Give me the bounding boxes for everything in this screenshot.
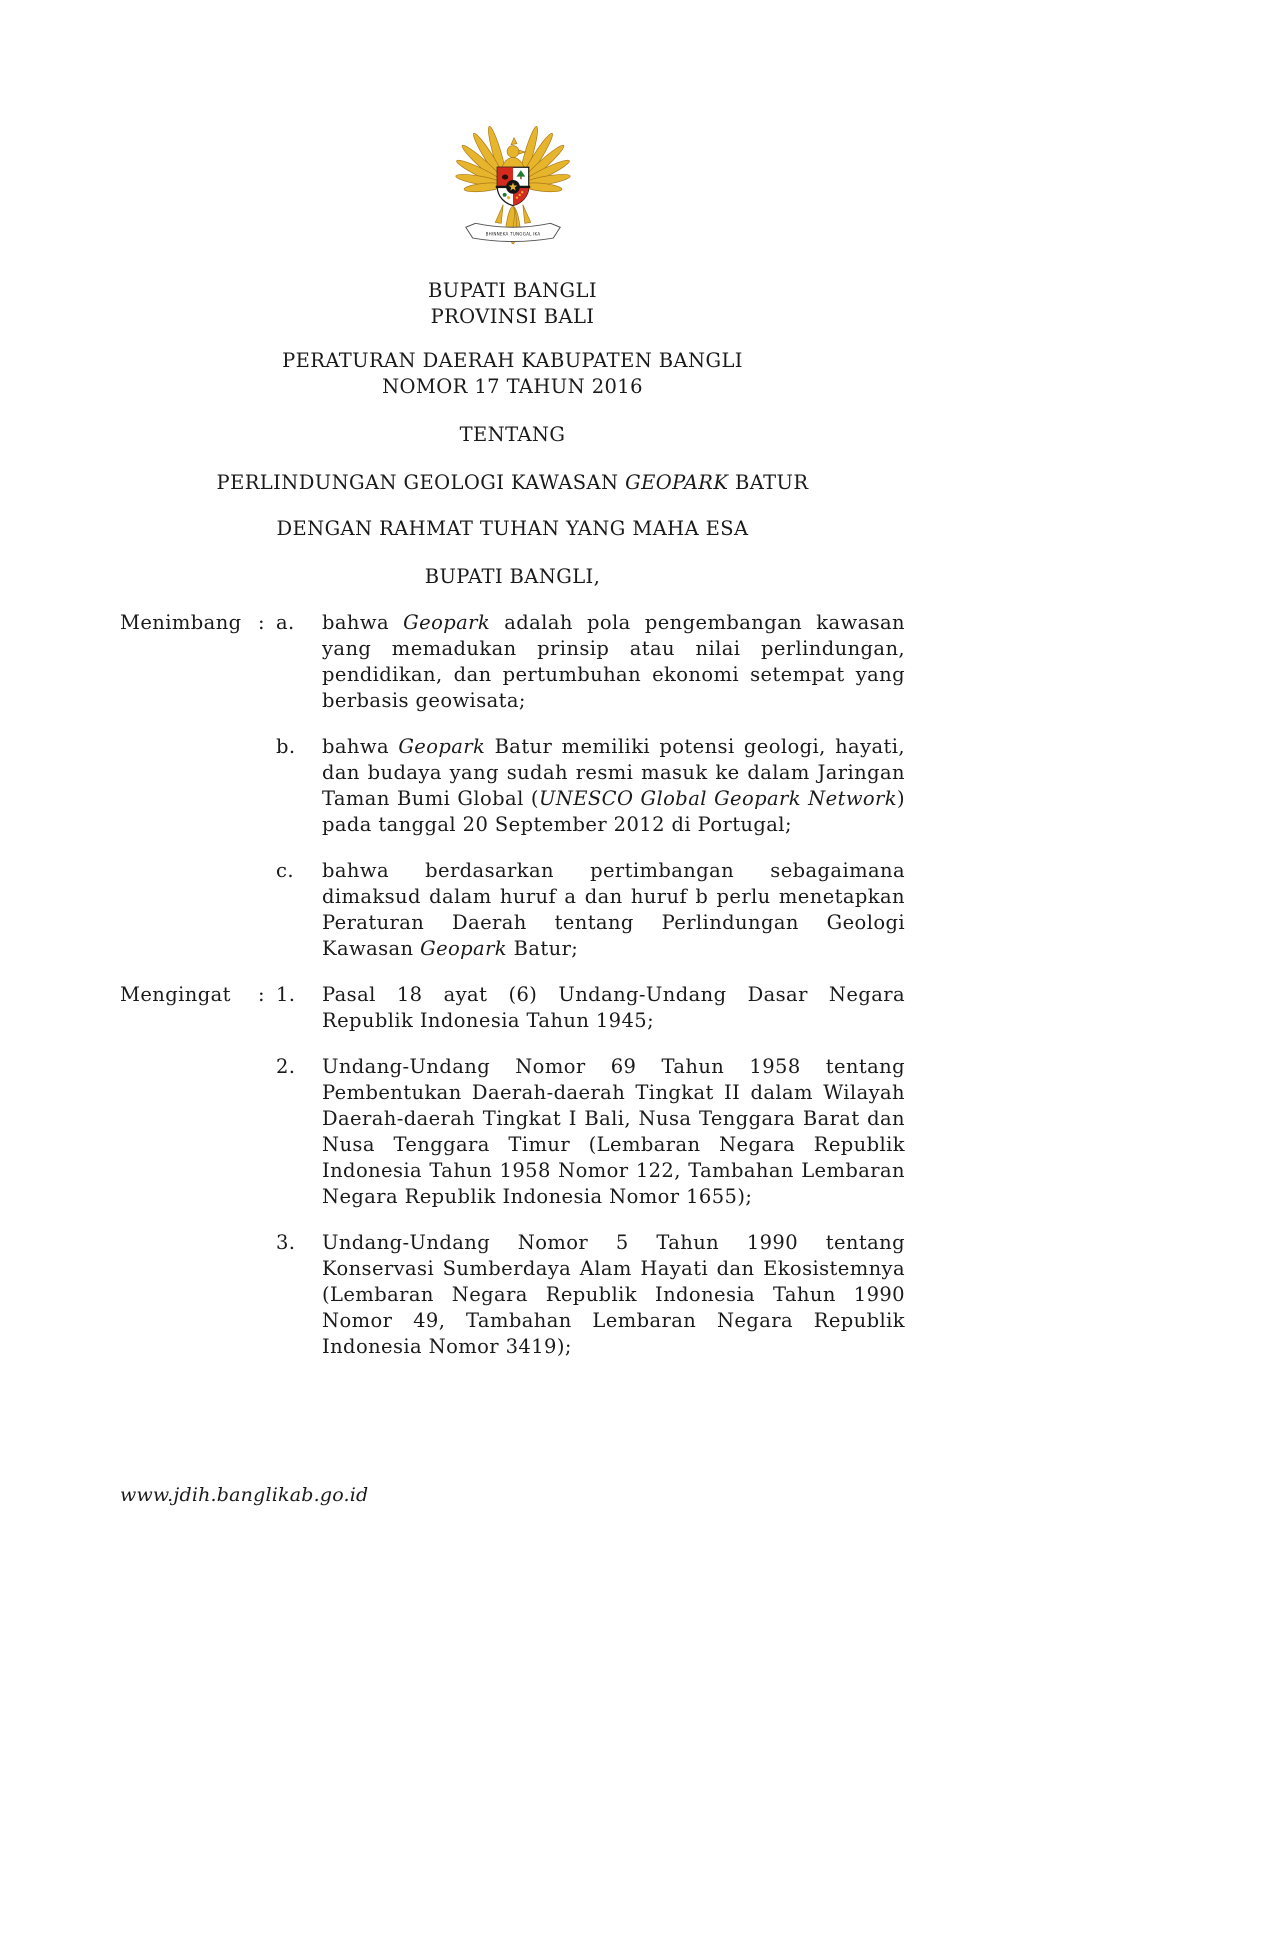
head [507,146,519,158]
menimbang-section [120,610,905,962]
italic-text-segment: Geopark [398,735,486,758]
issuer-line: BUPATI BANGLI, [424,565,601,588]
italic-text-segment: Geopark [420,937,508,960]
italic-text-segment: UNESCO Global Geopark Network [538,787,897,810]
clause-marker: b. [276,735,296,758]
regulation-subject [120,470,905,496]
regulation-number: NOMOR 17 TAHUN 2016 [382,375,643,398]
clause-marker: c. [276,859,294,882]
garuda-pancasila-icon [454,112,572,252]
text-segment: bahwa berdasarkan pertimbangan sebagaimana dimaksud dalam huruf a dan huruf b perlu menetapkan Peraturan Daerah tentang Perlindungan Geologi Kawasan [322,859,905,960]
clause-text [322,982,905,1034]
clause-marker: 2. [276,1055,296,1078]
regulation-title: PERATURAN DAERAH KABUPATEN BANGLI [282,349,743,372]
clause-marker: a. [276,611,295,634]
text-segment: BATUR [728,471,809,494]
text-segment: bahwa [322,735,399,758]
clause-marker: 3. [276,1231,296,1254]
menimbang-colon: : [258,611,265,634]
text-segment: Undang-Undang Nomor 69 Tahun 1958 tentang Pembentukan Daerah-daerah Tingkat II dalam Wilayah Daerah-daerah Tingkat I Bali, Nusa Tenggara Barat dan Nusa Tenggara Timur (Lembaran Negara Republik Indonesia Tahun 1958 Nomor 122, Tambahan Lembaran Negara Republik Indonesia Nomor 1655); [322,1055,905,1208]
left-leg [495,205,503,224]
text-segment: Batur; [507,937,579,960]
clause-text [322,858,905,962]
text-segment: ) pada tanggal 20 September 2012 di Portugal; [322,787,905,836]
mengingat-label: Mengingat [120,983,231,1006]
clause-text [322,610,905,714]
authority-title: BUPATI BANGLI [428,279,597,302]
garuda-pancasila-emblem [454,112,572,252]
clause-text [322,1054,905,1210]
italic-text-segment: Geopark [403,611,491,634]
clause-text [322,734,905,838]
crest [511,138,517,145]
clause-marker: 1. [276,983,296,1006]
grace-line: DENGAN RAHMAT TUHAN YANG MAHA ESA [276,517,749,540]
text-segment: PERLINDUNGAN GEOLOGI KAWASAN [216,471,626,494]
right-leg [522,205,530,224]
province-title: PROVINSI BALI [430,305,595,328]
footer-url: www.jdih.banglikab.go.id [120,1484,369,1506]
italic-text-segment: GEOPARK [625,471,729,494]
pancasila-shield [495,167,529,205]
text-segment: Pasal 18 ayat (6) Undang-Undang Dasar Negara Republik Indonesia Tahun 1945; [322,983,905,1032]
mengingat-colon: : [258,983,265,1006]
text-segment: Undang-Undang Nomor 5 Tahun 1990 tentang Konservasi Sumberdaya Alam Hayati dan Ekosistemnya (Lembaran Negara Republik Indonesia Tahun 1990 Nomor 49, Tambahan Lembaran Negara Republik Indonesia Nomor 3419); [322,1231,905,1358]
about-label: TENTANG [459,423,566,446]
emblem-motto-text: BHINNEKA TUNGGAL IKA [485,231,540,237]
text-segment: bahwa [322,611,404,634]
text-segment: adalah pola pengembangan kawasan yang memadukan prinsip atau nilai perlindungan, pendidikan, dan pertumbuhan ekonomi setempat yang berbasis geowisata; [322,611,905,712]
clause-text [322,1230,905,1360]
mengingat-section [120,982,905,1360]
text-segment: Batur memiliki potensi geologi, hayati, dan budaya yang sudah resmi masuk ke dalam Jaringan Taman Bumi Global ( [322,735,905,810]
menimbang-label: Menimbang [120,611,242,634]
